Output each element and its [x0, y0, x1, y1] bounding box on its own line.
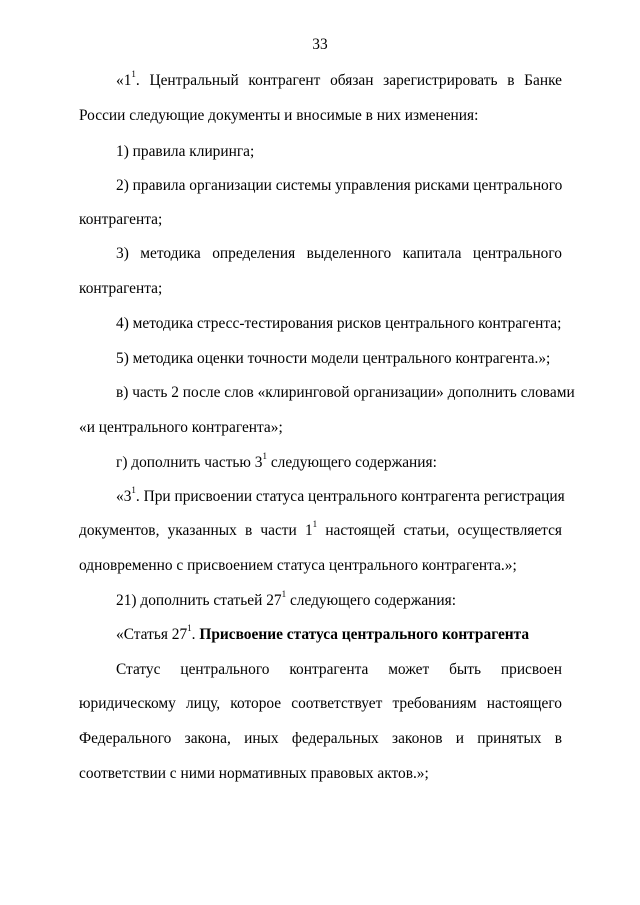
- text-fragment: 21) дополнить статьей 27: [116, 592, 282, 609]
- superscript: 1: [281, 588, 287, 599]
- paragraph-10-line-1: [116, 588, 562, 610]
- text-fragment: г) дополнить частью 3: [116, 454, 263, 471]
- paragraph-3-line-2: контрагента;: [79, 211, 163, 228]
- paragraph-9-line-3: одновременно с присвоением статуса центрального контрагента.»;: [79, 557, 517, 574]
- text-fragment: документов, указанных в части 1: [79, 522, 313, 539]
- text-fragment: . Центральный контрагент обязан зарегистрировать в Банке: [135, 72, 562, 89]
- paragraph-8-line-1: [116, 450, 562, 472]
- article-heading: [116, 622, 562, 644]
- text-fragment: настоящей статьи, осуществляется: [317, 522, 562, 539]
- text-fragment: «1: [116, 72, 132, 89]
- paragraph-12-line-2: юридическому лицу, которое соответствует требованиям настоящего: [79, 695, 562, 712]
- paragraph-9-line-2: [79, 518, 562, 540]
- text-fragment: «3: [116, 488, 132, 505]
- paragraph-5-line-1: 4) методика стресс-тестирования рисков центрального контрагента;: [116, 315, 562, 332]
- paragraph-12-line-1: Статус центрального контрагента может быть присвоен: [116, 661, 562, 678]
- paragraph-3-line-1: 2) правила организации системы управления рисками центрального: [116, 177, 563, 194]
- paragraph-12-line-3: Федерального закона, иных федеральных законов и принятых в: [79, 730, 562, 747]
- superscript: 1: [131, 68, 136, 79]
- text-fragment: следующего содержания:: [286, 592, 456, 609]
- article-title: Присвоение статуса центрального контрагента: [199, 626, 530, 643]
- text-fragment: .: [191, 626, 200, 643]
- paragraph-9-line-1: [116, 484, 565, 506]
- paragraph-1-line-2: России следующие документы и вносимые в них изменения:: [79, 107, 479, 124]
- superscript: 1: [262, 450, 267, 461]
- page-number: 33: [312, 36, 328, 53]
- paragraph-7-line-1: в) часть 2 после слов «клиринговой организации» дополнить словами: [116, 384, 575, 401]
- paragraph-12-line-4: соответствии с ними нормативных правовых актов.»;: [79, 765, 429, 782]
- paragraph-4-line-1: 3) методика определения выделенного капитала центрального: [116, 245, 562, 262]
- superscript: 1: [312, 518, 318, 529]
- paragraph-6-line-1: 5) методика оценки точности модели центрального контрагента.»;: [116, 350, 551, 367]
- superscript: 1: [131, 484, 136, 495]
- paragraph-2-line-1: 1) правила клиринга;: [116, 143, 255, 160]
- paragraph-1-line-1: [116, 68, 562, 90]
- text-fragment: . При присвоении статуса центрального контрагента регистрация: [135, 488, 565, 505]
- paragraph-7-line-2: «и центрального контрагента»;: [79, 419, 283, 436]
- text-fragment: «Статья 27: [116, 626, 188, 643]
- superscript: 1: [187, 622, 192, 633]
- paragraph-4-line-2: контрагента;: [79, 280, 163, 297]
- text-fragment: следующего содержания:: [266, 454, 437, 471]
